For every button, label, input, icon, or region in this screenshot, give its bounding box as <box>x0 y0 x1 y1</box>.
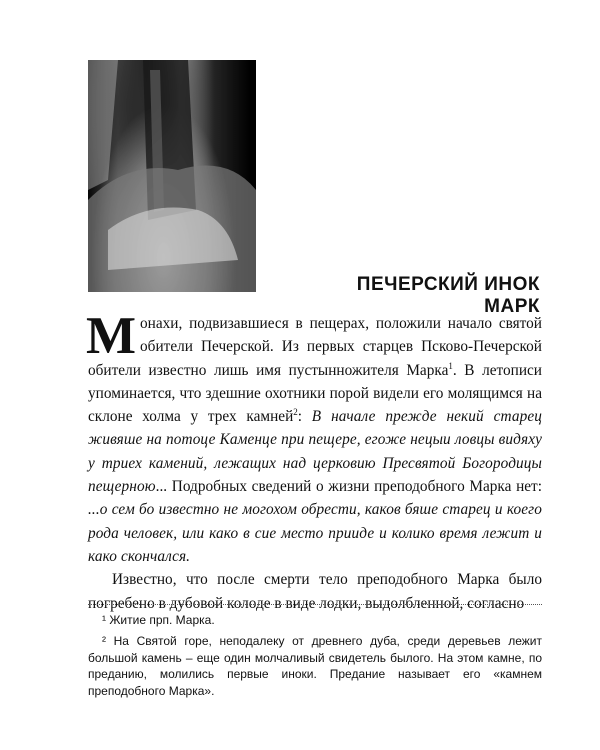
church-slavonic-quote-1: В начале прежде некий старец живяше на потоце Каменце при пещере, егоже нецыи ловцы видяху у триех камений, лежащих над церковию Пресвятой Богородицы пещерною <box>88 408 543 496</box>
paragraph-1: Монахи, подвизавшиеся в пещерах, положили начало святой обители Печерской. Из первых старцев Псково-Печерской обители известно лишь имя пустынножителя Марка$^1$. В летописи упоминается, что здешние охотники порой видели его молящимся на склоне холма у трех камней$^2$: В начале прежде некий старец живяше на потоце Каменце при пещере, егоже нецыи ловцы видяху у триех камений, лежащих над церковию Пресвятой Богородицы пещерною... Подробных сведений о жизни преподобного Марка нет: ...о сем бо известно не могохом обрести, каков бяше старец и коего рода человек, или како в сие место прииде и колико время лежит и како скончался. <box>86 307 543 565</box>
chapter-heading: ПЕЧЕРСКИЙ ИНОК МАРК <box>356 274 540 317</box>
footnotes <box>88 612 542 704</box>
footnote-2: ² На Святой горе, неподалеку от древнего дуба, среди деревьев лежит большой камень – еще один молчаливый свидетель былого. На этом камне, по преданию, молились первые иноки. Предание называет его «камнем преподобного Марка». <box>88 633 542 699</box>
paragraph-2: Известно, что после смерти тело преподобного Марка было погребено в дубовой колоде в виде лодки, выдолбленной, согласно <box>88 571 542 612</box>
footnote-ref-1: 1 <box>448 360 453 371</box>
church-slavonic-quote-2: ...о сем бо известно не могохом обрести, каков бяше старец и коего рода человек, или како в сие место прииде и колико время лежит и како скончался. <box>88 501 542 565</box>
footnote-ref-2: 2 <box>293 407 298 418</box>
drop-cap: М <box>86 307 137 365</box>
main-text <box>86 307 543 615</box>
footnote-divider <box>88 604 542 605</box>
photo-tree-and-stone <box>88 60 256 292</box>
footnote-1: ¹ Житие прп. Марка. <box>102 613 215 627</box>
